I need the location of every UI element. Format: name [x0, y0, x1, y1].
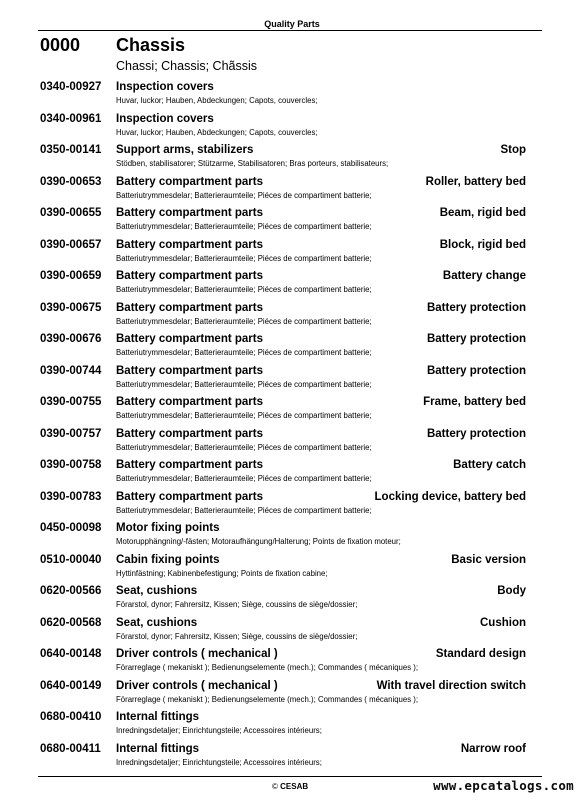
list-item[interactable] — [0, 396, 584, 427]
part-variant: Locking device, battery bed — [374, 490, 526, 503]
section-subtitle: Chassi; Chassis; Chãssis — [116, 59, 258, 73]
part-code: 0390-00675 — [40, 301, 102, 314]
part-variant: Battery change — [442, 270, 526, 282]
part-name: Support arms, stabilizers — [116, 144, 254, 156]
part-name: Battery compartment parts — [116, 427, 263, 440]
part-translations: Inredningsdetaljer; Einrichtungsteile; Accessoires intérieurs; — [116, 757, 322, 767]
section-code: 0000 — [40, 35, 81, 55]
footer-brand — [272, 782, 308, 791]
list-item[interactable] — [0, 144, 584, 175]
list-item[interactable] — [0, 585, 584, 616]
part-name: Battery compartment parts — [116, 333, 263, 345]
part-code: 0620-00566 — [40, 585, 102, 597]
part-code: 0390-00655 — [40, 207, 102, 219]
list-item[interactable] — [0, 491, 584, 522]
part-variant: Narrow roof — [460, 742, 526, 755]
part-translations: Batteriutrymmesdelar; Batterieraumteile; Piéces de compartiment batterie; — [116, 379, 372, 389]
part-code: 0390-00659 — [40, 270, 102, 282]
part-code: 0390-00783 — [40, 490, 102, 503]
part-name: Battery compartment parts — [116, 364, 263, 377]
part-code: 0450-00098 — [40, 522, 102, 534]
list-item[interactable] — [0, 239, 584, 270]
part-name: Battery compartment parts — [116, 207, 263, 219]
list-item[interactable] — [0, 648, 584, 679]
part-variant: Battery protection — [426, 333, 526, 345]
header-divider — [38, 30, 542, 31]
part-translations: Batteriutrymmesdelar; Batterieraumteile; Piéces de compartiment batterie; — [116, 348, 372, 357]
list-item[interactable] — [0, 270, 584, 301]
part-name: Battery compartment parts — [116, 238, 263, 251]
part-name: Driver controls ( mechanical ) — [116, 648, 278, 660]
part-code: 0640-00148 — [40, 648, 102, 660]
part-code: 0350-00141 — [40, 144, 102, 156]
part-translations: Batteriutrymmesdelar; Batterieraumteile; Piéces de compartiment batterie; — [116, 316, 372, 326]
list-item[interactable] — [0, 680, 584, 711]
part-name: Battery compartment parts — [116, 270, 263, 282]
part-name: Battery compartment parts — [116, 301, 263, 314]
part-variant: With travel direction switch — [376, 679, 526, 692]
page-header-title: Quality Parts — [264, 19, 320, 29]
part-code: 0340-00961 — [40, 112, 102, 125]
part-variant: Battery protection — [426, 301, 526, 314]
part-name: Battery compartment parts — [116, 396, 263, 408]
part-name: Internal fittings — [116, 711, 200, 723]
list-item[interactable] — [0, 522, 584, 553]
part-code: 0390-00657 — [40, 238, 102, 251]
part-name: Cabin fixing points — [116, 553, 220, 566]
list-item[interactable] — [0, 113, 584, 144]
part-name: Inspection covers — [116, 112, 214, 125]
part-translations: Förarreglage ( mekaniskt ); Bedienungselemente (mech.); Commandes ( mécaniques ); — [116, 663, 419, 672]
part-name: Battery compartment parts — [116, 490, 263, 503]
list-item[interactable] — [0, 743, 584, 774]
part-variant: Roller, battery bed — [425, 175, 526, 188]
part-translations: Motorupphängning/-fästen; Motoraufhängung/Halterung; Points de fixation moteur; — [116, 537, 401, 546]
part-name: Internal fittings — [116, 742, 200, 755]
part-variant: Basic version — [451, 553, 526, 566]
list-item[interactable] — [0, 207, 584, 238]
list-item[interactable] — [0, 554, 584, 585]
part-variant: Standard design — [435, 648, 526, 660]
part-code: 0510-00040 — [40, 553, 102, 566]
part-translations: Batteriutrymmesdelar; Batterieraumteile; Piéces de compartiment batterie; — [116, 190, 372, 200]
part-variant: Battery protection — [426, 364, 526, 377]
list-item[interactable] — [0, 302, 584, 333]
list-item[interactable] — [0, 617, 584, 648]
part-code: 0340-00927 — [40, 81, 102, 93]
part-code: 0640-00149 — [40, 679, 102, 692]
part-code: 0390-00676 — [40, 333, 102, 345]
part-variant: Frame, battery bed — [423, 396, 526, 408]
part-translations: Batteriutrymmesdelar; Batterieraumteile; Piéces de compartiment batterie; — [116, 253, 372, 263]
part-name: Battery compartment parts — [116, 175, 263, 188]
part-variant: Battery catch — [453, 459, 526, 471]
part-translations: Huvar, luckor; Hauben, Abdeckungen; Capots, couvercles; — [116, 127, 318, 137]
list-item[interactable] — [0, 176, 584, 207]
part-code: 0390-00653 — [40, 175, 102, 188]
footer-divider — [38, 776, 542, 777]
list-item[interactable] — [0, 365, 584, 396]
part-translations: Förarreglage ( mekaniskt ); Bedienungselemente (mech.); Commandes ( mécaniques ); — [116, 694, 419, 704]
list-item[interactable] — [0, 333, 584, 364]
part-variant: Stop — [500, 144, 526, 156]
part-code: 0390-00758 — [40, 459, 102, 471]
part-translations: Hyttinfästning; Kabinenbefestigung; Points de fixation cabine; — [116, 568, 328, 578]
part-name: Battery compartment parts — [116, 459, 263, 471]
part-name: Seat, cushions — [116, 616, 198, 629]
part-code: 0390-00755 — [40, 396, 102, 408]
list-item[interactable] — [0, 81, 584, 112]
part-variant: Body — [497, 585, 526, 597]
part-variant: Cushion — [480, 616, 526, 629]
copyright-symbol: © — [272, 782, 278, 791]
part-variant: Beam, rigid bed — [439, 207, 526, 219]
part-translations: Förarstol, dynor; Fahrersitz, Kissen; Siège, coussins de siège/dossier; — [116, 600, 358, 609]
footer-url[interactable]: www.epcatalogs.com — [433, 778, 574, 793]
part-variant: Battery protection — [426, 427, 526, 440]
part-name: Driver controls ( mechanical ) — [116, 679, 278, 692]
part-translations: Huvar, luckor; Hauben, Abdeckungen; Capots, couvercles; — [116, 96, 318, 105]
part-name: Motor fixing points — [116, 522, 220, 534]
part-translations: Inredningsdetaljer; Einrichtungsteile; Accessoires intérieurs; — [116, 726, 322, 735]
part-variant: Block, rigid bed — [439, 238, 526, 251]
part-code: 0390-00757 — [40, 427, 102, 440]
part-translations: Batteriutrymmesdelar; Batterieraumteile; Piéces de compartiment batterie; — [116, 285, 372, 294]
part-code: 0680-00411 — [40, 742, 101, 755]
part-translations: Batteriutrymmesdelar; Batterieraumteile; Piéces de compartiment batterie; — [116, 411, 372, 420]
part-name: Inspection covers — [116, 81, 214, 93]
part-translations: Batteriutrymmesdelar; Batterieraumteile; Piéces de compartiment batterie; — [116, 222, 372, 231]
list-item[interactable] — [0, 459, 584, 490]
list-item[interactable] — [0, 711, 584, 742]
part-translations: Batteriutrymmesdelar; Batterieraumteile; Piéces de compartiment batterie; — [116, 505, 372, 515]
part-translations: Stödben, stabilisatorer; Stützarme, Stabilisatoren; Bras porteurs, stabilisateurs; — [116, 159, 389, 168]
brand-name: CESAB — [280, 782, 309, 791]
section-title: Chassis — [116, 35, 186, 55]
part-code: 0390-00744 — [40, 364, 102, 377]
list-item[interactable] — [0, 428, 584, 459]
part-translations: Batteriutrymmesdelar; Batterieraumteile; Piéces de compartiment batterie; — [116, 474, 372, 483]
part-code: 0620-00568 — [40, 616, 102, 629]
part-translations: Batteriutrymmesdelar; Batterieraumteile; Piéces de compartiment batterie; — [116, 442, 372, 452]
part-code: 0680-00410 — [40, 711, 102, 723]
part-name: Seat, cushions — [116, 585, 198, 597]
part-translations: Förarstol, dynor; Fahrersitz, Kissen; Siège, coussins de siège/dossier; — [116, 631, 358, 641]
